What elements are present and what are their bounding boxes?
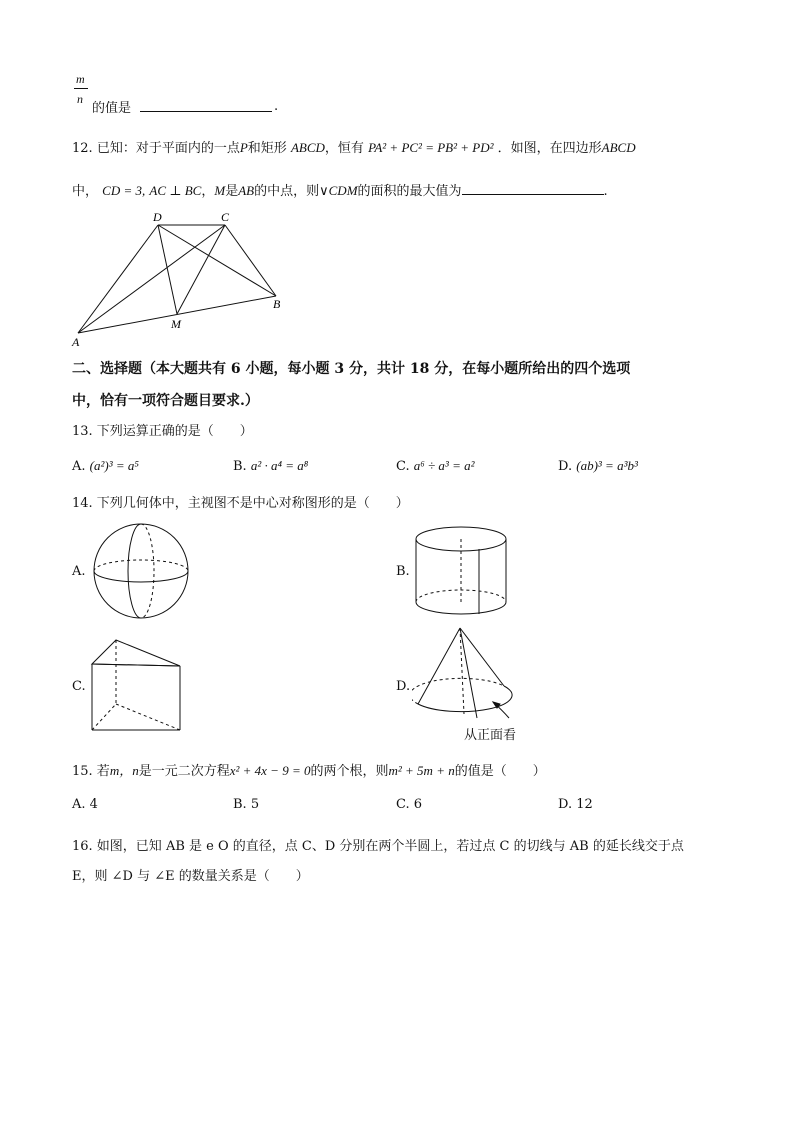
- q12-line2: 中， CD = 3, AC ⊥ BC，M是AB的中点，则∨CDM的面积的最大值为 .: [72, 180, 608, 201]
- label-b: B: [273, 297, 281, 311]
- q12-text-b: 和矩形: [247, 141, 287, 156]
- option-value: 5: [250, 797, 260, 812]
- option-value: 12: [576, 797, 593, 812]
- q12-text-h: 的中点，则: [254, 184, 320, 199]
- q12-text-i: 的面积的最大值为: [357, 184, 462, 199]
- q12-cond-cd: CD = 3,: [102, 183, 146, 198]
- seg-ab: AB: [238, 183, 255, 198]
- option-label: D.: [558, 797, 573, 812]
- label-c: C: [221, 210, 230, 224]
- option-label: A.: [72, 459, 86, 474]
- quad-abcd: ABCD: [601, 140, 636, 155]
- q12-text-a: 已知：对于平面内的一点: [96, 141, 240, 156]
- option-label: C.: [396, 797, 410, 812]
- var-p: P: [239, 140, 248, 155]
- q14-option-a-label[interactable]: A.: [72, 564, 86, 579]
- q12-text-d: ．如图，在四边形: [497, 141, 602, 156]
- fraction-denominator: n: [77, 92, 83, 106]
- q15-option-a[interactable]: [72, 797, 98, 812]
- q12-text-f: ，: [201, 184, 215, 199]
- option-label: A.: [72, 797, 86, 812]
- q12-line1: [72, 139, 636, 158]
- section2-heading-line1: 二、选择题（本大题共有 6 小题，每小题 3 分，共计 18 分，在每小题所给出的四个选项: [72, 361, 631, 377]
- option-expr: (a²)³ = a⁵: [89, 458, 139, 473]
- option-label: C.: [396, 459, 410, 474]
- q15-text-c: 的两个根，则: [310, 764, 389, 779]
- q12-figure: [68, 205, 298, 350]
- q15-equation: x² + 4x − 9 = 0: [229, 763, 311, 778]
- q11-period: .: [274, 99, 279, 114]
- sphere-figure: [90, 520, 192, 622]
- q14-option-d-label[interactable]: D.: [396, 679, 411, 694]
- cone-figure: [412, 624, 522, 724]
- q14-stem: 14. 下列几何体中，主视图不是中心对称图形的是（ ）: [72, 496, 409, 511]
- option-value: 4: [89, 797, 98, 812]
- q12-text-c: ，恒有: [324, 141, 364, 156]
- q15-text-a: 15. 若: [72, 764, 110, 779]
- section2-heading-line2: 中，恰有一项符合题目要求.）: [72, 393, 259, 409]
- q12-formula: PA² + PC² = PB² + PD²: [368, 140, 494, 155]
- q15-option-d[interactable]: [558, 797, 593, 812]
- cylinder-figure: [412, 522, 512, 622]
- q12-text-e: 中，: [72, 184, 99, 199]
- option-label: B.: [233, 797, 247, 812]
- q13-option-b[interactable]: [233, 458, 308, 474]
- rect-abcd: ABCD: [290, 140, 325, 155]
- q15-option-b[interactable]: [233, 797, 259, 812]
- option-expr: a² · a⁴ = a⁸: [250, 458, 309, 473]
- label-d: D: [153, 210, 162, 224]
- view-direction-note: 从正面看: [464, 728, 517, 743]
- q14-option-b-label[interactable]: B.: [396, 564, 410, 579]
- triangle-cdm: ∨CDM: [319, 183, 358, 198]
- q13-option-a[interactable]: [72, 458, 139, 474]
- q15-text-b: 是一元二次方程: [138, 764, 230, 779]
- q15-expression: m² + 5m + n: [388, 763, 455, 778]
- option-value: 6: [413, 797, 423, 812]
- q16-stem-line2: E，则 ∠D 与 ∠E 的数量关系是（ ）: [72, 869, 309, 884]
- q12-number: 12.: [72, 141, 93, 156]
- option-expr: a⁶ ÷ a³ = a²: [413, 458, 475, 473]
- q12-cond-perp: AC ⊥ BC: [149, 183, 202, 198]
- q14-option-c-label[interactable]: C.: [72, 679, 86, 694]
- q13-option-c[interactable]: [396, 458, 475, 474]
- option-label: D.: [558, 459, 573, 474]
- q15-option-c[interactable]: [396, 797, 422, 812]
- fraction-bar: [74, 88, 88, 89]
- var-m: M: [214, 183, 226, 198]
- label-m: M: [171, 317, 181, 331]
- q13-option-d[interactable]: [558, 458, 638, 474]
- q11-answer-blank[interactable]: [140, 97, 272, 112]
- q15-text-d: 的值是（ ）: [454, 764, 546, 779]
- prism-figure: [88, 636, 184, 734]
- q12-text-g: 是: [225, 184, 239, 199]
- label-a: A: [72, 335, 80, 349]
- q16-stem-line1: 16. 如图，已知 AB 是 e O 的直径，点 C、D 分别在两个半圆上，若过点 C 的切线与 AB 的延长线交于点: [72, 839, 684, 854]
- q11-tail-text: 的值是: [92, 101, 132, 116]
- q13-stem: 13. 下列运算正确的是（ ）: [72, 424, 253, 439]
- q15-stem: [72, 762, 546, 781]
- option-expr: (ab)³ = a³b³: [576, 458, 638, 473]
- option-label: B.: [233, 459, 247, 474]
- q12-answer-blank[interactable]: [462, 180, 604, 195]
- fraction-numerator: m: [76, 72, 85, 86]
- q15-vars: m，n: [109, 763, 139, 778]
